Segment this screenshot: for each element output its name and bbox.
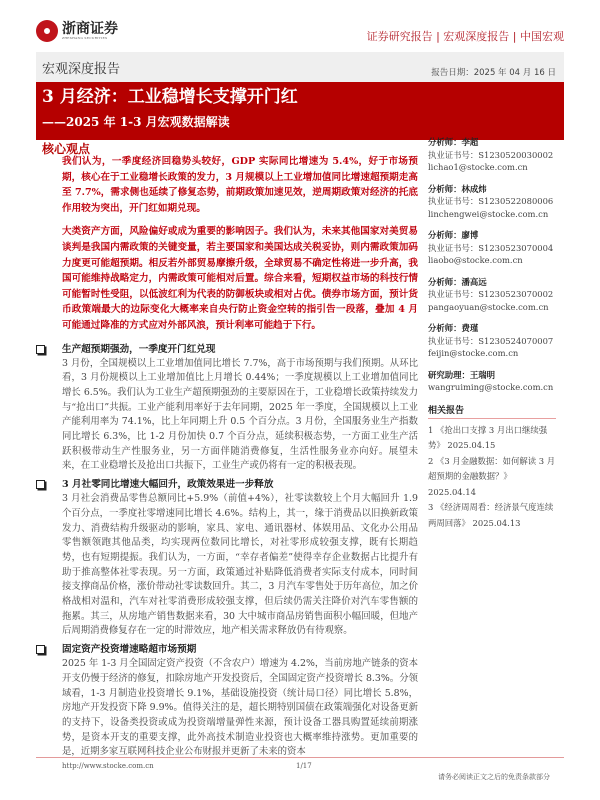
footer-divider: [36, 757, 564, 758]
related-report-link[interactable]: 2 《3 月金融数据：如何解读 3 月超预期的金融数据？》 2025.04.14: [428, 455, 556, 497]
checkbox-bullet-icon: [36, 480, 45, 489]
analyst-email[interactable]: feijin@stocke.com.cn: [428, 348, 519, 358]
report-title: 3 月经济：工业稳增长支撑开门红: [42, 87, 298, 107]
analyst-card: 分析师：林成炜 执业证书号：S1230522080006 linchengwei@stocke.com.cn: [428, 183, 578, 221]
page-number: 1/17: [296, 762, 312, 770]
assistant-card: 研究助理：王瑞明 wangruiming@stocke.com.cn: [428, 369, 578, 394]
core-views-heading: 核心观点: [42, 142, 91, 156]
core-paragraph: 我们认为，一季度经济回稳势头较好，GDP 实际同比增速为 5.4%，好于市场预期，核心在于工业稳增长政策的发力，3 月规模以上工业增加值同比增速超预期走高至 7.7%，需求侧也延续了修复态势，前期政策加速见效，逆周期政策对经济的托底作用较为突出，开门红如期兑现。: [62, 156, 418, 214]
title-banner: [36, 82, 564, 140]
company-logo: [36, 20, 118, 42]
core-paragraph: 大类资产方面，风险偏好或成为重要的影响因子。我们认为，未来其他国家对美贸易谈判是我国内需政策的关键变量，若主要国家和美国达成关税妥协，则内需政策加码力度更可能超预期。相反若外部贸易摩擦升级，全球贸易不确定性将进一步升高，我国可能维持战略定力，内需政策可能相对后置。综合来看，短期权益市场的科技行情可能暂时性受阻，以低波红利为代表的防御板块或相对占优。债券市场方面，预计货币政策端最大的边际变化大概率来自央行防止资金空转的指引告一段落，叠加 4 月可能通过降准的方式应对外部风浪，预计利率可能趋于下行。: [62, 226, 418, 331]
report-subtitle: ——2025 年 1-3 月宏观数据解读: [42, 115, 230, 129]
related-report-link[interactable]: 3 《经济周周看：经济景气度连续两周回落》 2025.04.13: [428, 502, 554, 528]
analyst-email[interactable]: pangaoyuan@stocke.com.cn: [428, 301, 549, 312]
related-reports-heading: 相关报告: [428, 403, 556, 419]
report-type: 宏观深度报告: [42, 62, 121, 77]
main-content: [62, 154, 418, 763]
analyst-email[interactable]: liaobo@stocke.com.cn: [428, 255, 523, 265]
footer-disclaimer: 请务必阅读正文之后的免责条款部分: [438, 773, 550, 781]
assistant-email[interactable]: wangruiming@stocke.com.cn: [428, 382, 554, 392]
sidebar: [428, 136, 578, 531]
logo-icon: [36, 20, 58, 42]
analyst-card: 分析师：费瑾 执业证书号：S1230524070007 feijin@stocke.com.cn: [428, 322, 578, 360]
checkbox-bullet-icon: [36, 345, 45, 354]
section-heading: 固定资产投资增速略超市场预期: [62, 642, 418, 657]
logo-subtext: ZHESHANG SECURITIES: [62, 36, 108, 40]
related-report-link[interactable]: 1 《抢出口支撑 3 月出口继续强势》 2025.04.15: [428, 424, 548, 450]
section-body: 3 月份，全国规模以上工业增加值同比增长 7.7%，高于市场预期与我们预期。从环比看，3 月份规模以上工业增加值比上月增长 0.44%；一季度规模以上工业增加值同比增长 6.5%。我们认为工业生产超预期强劲的主要原因在于，工业稳增长政策持续发力与“抢出口”共振。工业产能利用率好于去年同期，2025 年一季度，全国规模以上工业产能利用率为 74.1%，比上年同期上升 0.5 个百分点。3 月份，全国服务业生产指数同比增长 6.3%，比 1-2 月份加快 0.7 个百分点，延续积极态势，一方面工业生产活跃积极带动生产性服务业，另一方面伴随消费修复，生活性服务业亦向好。展望未来，在工业稳增长及抢出口共振下，工业生产或仍将有一定的积极表现。: [62, 357, 418, 472]
section-heading: 生产超预期强劲，一季度开门红兑现: [62, 342, 418, 357]
analyst-email[interactable]: lichao1@stocke.com.cn: [428, 162, 528, 172]
section-heading: 3 月社零同比增速大幅回升，政策效果进一步释放: [62, 477, 418, 492]
section-body: 3 月社会消费品零售总额同比+5.9%（前值+4%），社零读数较上个月大幅回升 1.9 个百分点，一季度社零增速同比增长 4.6%。结构上，其一，缘于消费品以旧换新政策发力、消费结构升级驱动的影响，家具、家电、通讯器材、体娱用品、文化办公用品零售额领跑其他品类，均实现两位数同比增长，对社零形成较强支撑，既有长期趋势，也有短期提振。我们认为，一方面，“幸存者偏差”使得幸存企业数据占比提升有助于推高整体社零表现。另一方面，政策通过补贴降低消费者实际支付成本，同时间接支撑商品价格，涨价带动社零读数回升。其二，3 月汽车零售处于历年高位，加之价格战相对温和，汽车对社零消费形成较强支撑，但后续仍需关注降价对汽车零售额的拖累。其三，从房地产销售数据来看，30 大中城市商品房销售面积小幅回暖，但地产后周期消费修复存在一定的时滞效应，地产相关需求释放仍有待观察。: [62, 493, 418, 637]
report-date: 报告日期：2025 年 04 月 16 日: [431, 68, 556, 78]
report-category-nav: 证券研究报告 | 宏观深度报告 | 中国宏观: [366, 30, 564, 43]
analyst-card: 分析师：廖博 执业证书号：S1230523070004 liaobo@stocke.com.cn: [428, 229, 578, 267]
analyst-card: 分析师：潘高远 执业证书号：S1230523070002 pangaoyuan@stocke.com.cn: [428, 276, 578, 314]
core-views: [62, 154, 418, 334]
checkbox-bullet-icon: [36, 645, 45, 654]
analyst-email[interactable]: linchengwei@stocke.com.cn: [428, 208, 549, 219]
analyst-card: 分析师：李超 执业证书号：S1230520030002 lichao1@stocke.com.cn: [428, 136, 578, 174]
footer-url[interactable]: http://www.stocke.com.cn: [62, 762, 154, 770]
logo-text: 浙商证券: [62, 21, 118, 37]
section-body: 2025 年 1-3 月全国固定资产投资（不含农户）增速为 4.2%，当前房地产链条的资本开支仍慢于经济的修复，扣除房地产开发投资后，全国固定资产投资增长 8.3%。分领域看，1-3 月制造业投资增长 9.1%，基础设施投资（统计局口径）同比增长 5.8%，房地产开发投资下降 9.9%。值得关注的是，超长期特别国债在政策端强化对设备更新的支持下，设备类投资或成为投资端增量弹性来源，预计设备工器具购置延续前期涨势，是资本开支的重要支撑，此外高技术制造业投资也大概率维持涨势。更加重要的是，近期多家互联网科技企业公布财报并更新了未来的资本: [62, 658, 418, 758]
